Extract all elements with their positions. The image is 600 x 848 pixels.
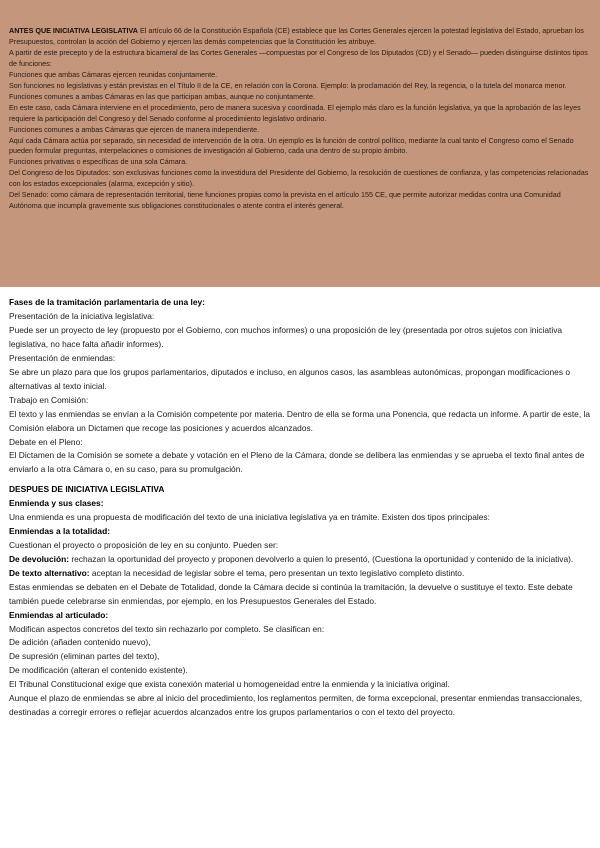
fases-line: El texto y las enmiendas se envían a la Comisión competente por materia. Dentro de ella se forma una Ponencia, que redacta un informe. A partir de este, la Comisión elabora un Dictamen que recoge las posiciones y acuerdos alcanzados. — [9, 408, 590, 433]
totalidad-title: Enmiendas a la totalidad: — [9, 525, 110, 536]
summary-line: Del Senado: como cámara de representación territorial, tiene funciones propias como la prevista en el artículo 155 CE, que permite autorizar medidas contra una Comunidad Autónoma que incumpla gravemente sus obligaciones constitucionales o atente contra el interés general. — [9, 190, 561, 211]
summary-line: Del Congreso de los Diputados: son exclusivas funciones como la investidura del Presidente del Gobierno, la resolución de cuestiones de confianza, y las competencias relacionadas con los estados excepcionales (alarma, excepción y sitio). — [9, 168, 589, 189]
despues-heading — [9, 483, 591, 497]
summary-line: Funciones que ambas Cámaras ejercen reunidas conjuntamente. — [9, 69, 218, 79]
fases-line: El Dictamen de la Comisión se somete a debate y votación en el Pleno de la Cámara, donde se delibera las enmiendas y se aprueba el texto final antes de enviarlo a la otra Cámara o, en su caso, para su promulgación. — [9, 450, 585, 475]
alternativo-paragraph — [9, 567, 591, 581]
articulado-line: Aunque el plazo de enmiendas se abre al inicio del procedimiento, los reglamentos permiten, de forma excepcional, presentar enmiendas transaccionales, destinadas a corregir errores o reflejar acuerdos alcanzados entre los grupos parlamentarios o con el texto del proyecto. — [9, 693, 583, 718]
fases-section — [9, 296, 591, 477]
despues-section — [9, 483, 591, 720]
debate-totalidad-text: Estas enmiendas se debaten en el Debate de Totalidad, donde la Cámara decide si continúa la tramitación, la devuelve o sustituye el texto. Este debate también puede celebrarse sin enmiendas, por ejemplo, en los Presupuestos Generales del Estado. — [9, 581, 573, 606]
devolucion-paragraph — [9, 553, 591, 567]
totalidad-heading — [9, 525, 591, 539]
enmienda-definition: Una enmienda es una propuesta de modificación del texto de una iniciativa legislativa ya en trámite. Existen dos tipos principales: — [9, 511, 490, 522]
intro-text: El artículo 66 de la Constitución Española (CE) establece que las Cortes Generales ejercen la potestad legislativa del Estado, aprueban los Presupuestos, controlan la acción del Gobierno y ejercen las demás competencias que la Constitución les atribuye. — [9, 26, 584, 46]
articulado-line: El Tribunal Constitucional exige que exista conexión material u homogeneidad entre la enmienda y la iniciativa original. — [9, 679, 450, 690]
fases-line: Puede ser un proyecto de ley (propuesto por el Gobierno, con muchos informes) o una proposición de ley (presentada por otros sujetos con iniciativa legislativa, no hace falta añadir informes). — [9, 324, 563, 349]
summary-line: Funciones comunes a ambas Cámaras que ejercen de manera independiente. — [9, 124, 260, 134]
alternativo-label: De texto alternativo: — [9, 567, 90, 578]
fases-line: Debate en el Pleno: — [9, 436, 83, 447]
section-title-antes: ANTES QUE INICIATIVA LEGISLATIVA — [9, 26, 138, 35]
summary-line: Aquí cada Cámara actúa por separado, sin necesidad de intervención de la otra. Un ejemplo es la función de control político, mediante la cual tanto el Congreso como el Senado pueden formular preguntas, interpelaciones o comisiones de investigación al Gobierno, cada una dentro de su propio ámbito. — [9, 135, 574, 156]
articulado-line: Modifican aspectos concretos del texto sin rechazarlo por completo. Se clasifican en: — [9, 623, 325, 634]
highlighted-summary-box — [0, 0, 600, 287]
summary-line: En este caso, cada Cámara interviene en el procedimiento, pero de manera sucesiva y coordinada. El ejemplo más claro es la función legislativa, ya que la aprobación de las leyes requiere la participación del Congreso y del Senado conforme al procedimiento legislativo ordinario. — [9, 102, 581, 123]
summary-line: A partir de este precepto y de la estructura bicameral de las Cortes Generales —compuestas por el Congreso de los Diputados (CD) y el Senado— pueden distinguirse distintos tipos de funciones: — [9, 47, 588, 68]
fases-title: Fases de la tramitación parlamentaria de una ley: — [9, 297, 205, 307]
fases-line: Presentación de enmiendas: — [9, 352, 116, 363]
summary-line: Funciones privativas o específicas de una sola Cámara. — [9, 157, 188, 167]
fases-line: Trabajo en Comisión: — [9, 394, 89, 405]
articulado-line: De supresión (eliminan partes del texto), — [9, 651, 160, 662]
summary-line: Son funciones no legislativas y están previstas en el Título II de la CE, en relación con la Corona. Ejemplo: la proclamación del Rey, la regencia, o la tutela del monarca menor. — [9, 80, 567, 90]
devolucion-label: De devolución: — [9, 553, 70, 564]
alternativo-text: aceptan la necesidad de legislar sobre el tema, pero presentan un texto legislativo completo distinto. — [89, 567, 465, 578]
articulado-title: Enmiendas al articulado: — [9, 609, 109, 620]
articulado-line: De adición (añaden contenido nuevo), — [9, 637, 151, 648]
fases-line: Se abre un plazo para que los grupos parlamentarios, diputados e incluso, en algunos casos, las asambleas autonómicas, propongan modificaciones o alternativas al texto inicial. — [9, 366, 571, 391]
intro-paragraph — [9, 26, 591, 48]
fases-heading — [9, 296, 591, 310]
fases-line: Presentación de la iniciativa legislativa: — [9, 310, 155, 321]
enmienda-heading — [9, 497, 591, 511]
totalidad-intro: Cuestionan el proyecto o proposición de ley en su conjunto. Pueden ser: — [9, 539, 279, 550]
articulado-line: De modificación (alteran el contenido existente). — [9, 665, 188, 676]
summary-line: Funciones comunes a ambas Cámaras en las que participan ambas, aunque no conjuntamente. — [9, 91, 316, 101]
devolucion-text: rechazan la oportunidad del proyecto y proponen devolverlo a quien lo presentó, (Cuestiona la oportunidad y contenido de la iniciativa). — [69, 553, 574, 564]
articulado-heading — [9, 609, 591, 623]
enmienda-subtitle: Enmienda y sus clases: — [9, 497, 104, 508]
despues-title: DESPUES DE INICIATIVA LEGISLATIVA — [9, 484, 165, 494]
